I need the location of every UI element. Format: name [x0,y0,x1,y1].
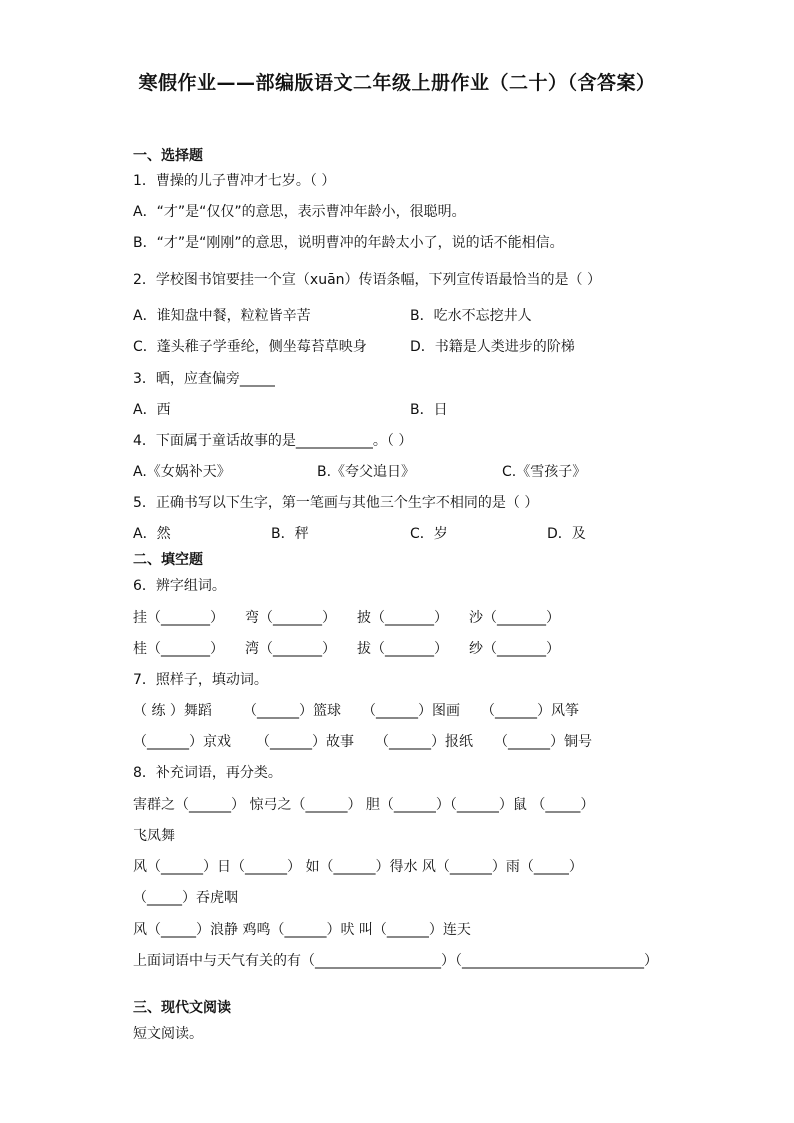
q6-blank: 桂（_______） [133,641,224,657]
section-heading-reading: 三、现代文阅读 [133,1000,231,1016]
q6-blank: 披（_______） [357,610,448,626]
q7-blank: （______）故事 [256,734,354,750]
q5-option-d: D．及 [547,526,586,542]
q5-option-b: B．秤 [271,526,309,542]
q1-option-b: B．“才”是“刚刚”的意思，说明曹冲的年龄太小了，说的话不能相信。 [133,235,564,251]
q8-line: 飞凤舞 [133,828,175,844]
q7-blank: （______）京戏 [133,734,231,750]
q8-line: 害群之（______） 惊弓之（______） 胆（______）（______）鼠 （_____） [133,797,595,813]
q3-stem: 3．晒，应查偏旁_____ [133,371,275,387]
q4-stem: 4．下面属于童话故事的是___________。（ ） [133,433,413,449]
q2-option-d: D．书籍是人类进步的阶梯 [410,339,575,355]
q7-blank: （______）图画 [362,703,460,719]
q1-stem: 1．曹操的儿子曹冲才七岁。（ ） [133,173,336,189]
q8-line: （_____）吞虎咽 [133,890,238,906]
q5-option-c: C．岁 [410,526,448,542]
q6-stem: 6．辨字组词。 [133,578,226,594]
q7-stem: 7．照样子，填动词。 [133,672,268,688]
q6-blank: 挂（_______） [133,610,224,626]
q2-option-c: C．蓬头稚子学垂纶，侧坐莓苔草映身 [133,339,367,355]
q4-option-b: B.《夸父追日》 [317,464,416,480]
q8-line: 风（______）日（______） 如（______）得水 风（______）雨（_____） [133,859,583,875]
q6-blank: 拔（_______） [357,641,448,657]
q2-option-b: B．吃水不忘挖井人 [410,308,532,324]
q4-option-c: C.《雪孩子》 [502,464,587,480]
q7-blank: （______）铜号 [494,734,592,750]
q7-blank: （______）篮球 [243,703,341,719]
reading-intro: 短文阅读。 [133,1026,203,1042]
q7-blank: （______）风筝 [481,703,579,719]
q2-stem: 2．学校图书馆要挂一个宣（xuān）传语条幅，下列宣传语最恰当的是（ ） [133,272,601,288]
q5-option-a: A．然 [133,526,171,542]
q4-option-a: A.《女娲补天》 [133,464,231,480]
q8-line: 上面词语中与天气有关的有（__________________）（__________________________） [133,953,658,969]
section-heading-fill: 二、填空题 [133,552,203,568]
q5-stem: 5．正确书写以下生字，第一笔画与其他三个生字不相同的是（ ） [133,495,539,511]
q3-option-a: A．西 [133,402,171,418]
q6-blank: 弯（_______） [245,610,336,626]
q6-blank: 沙（_______） [469,610,560,626]
q7-blank: （ 练 ）舞蹈 [133,703,212,719]
q8-stem: 8．补充词语，再分类。 [133,765,282,781]
q1-option-a: A．“才”是“仅仅”的意思，表示曹冲年龄小，很聪明。 [133,204,466,220]
q3-option-b: B．日 [410,402,448,418]
q6-blank: 纱（_______） [469,641,560,657]
q7-blank: （______）报纸 [375,734,473,750]
q8-line: 风（_____）浪静 鸡鸣（______）吠 叫（______）连天 [133,922,471,938]
q6-blank: 湾（_______） [245,641,336,657]
page-title: 寒假作业——部编版语文二年级上册作业（二十）（含答案） [138,72,656,94]
section-heading-choice: 一、选择题 [133,148,203,164]
q2-option-a: A．谁知盘中餐，粒粒皆辛苦 [133,308,311,324]
